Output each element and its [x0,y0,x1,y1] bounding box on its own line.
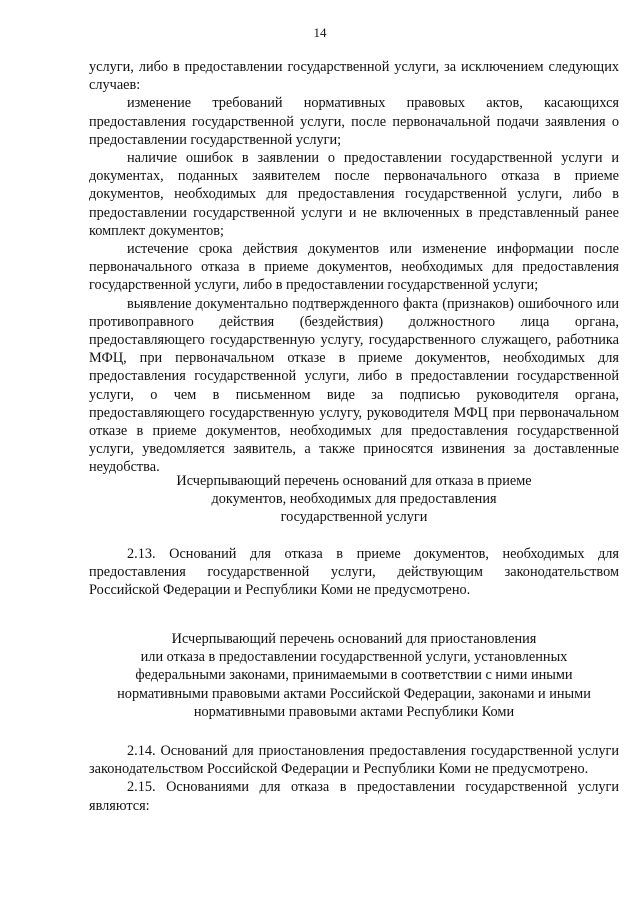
heading-line: нормативными правовыми актами Республики Коми [193,703,515,720]
heading-line: документов, необходимых для предоставления [211,491,497,508]
heading-line: или отказа в предоставлении государственной услуги, установленных [140,649,568,666]
page-number: 14 [313,25,327,40]
paragraph-exception-requirements-change: изменение требований нормативных правовых актов, касающихся предоставления государственной услуги, после первоначальной подачи заявления о предоставлении государственной услуги; [89,95,619,148]
heading-line: нормативными правовыми актами Российской Федерации, законами и иными [117,685,591,702]
section-heading-refusal-acceptance [89,472,619,527]
section-2-13 [89,545,619,600]
heading-line: государственной услуги [280,509,428,526]
paragraph-exception-wrongful-action: выявление документально подтвержденного факта (признаков) ошибочного или противоправного действия (бездействия) должностного лица органа, предоставляющего государственную услугу, государственного служащего, работника МФЦ, при первоначальном отказе в приеме документов, необходимых для предоставления государственной услуги, либо в предоставлении государственной услуги, о чем в письменном виде за подписью руководителя органа, предоставляющего государственную услугу, руководителя МФЦ при первоначальном отказе в приеме документов, необходимых для предоставления государственной услуги, уведомляется заявитель, а также приносятся извинения за доставленные неудобства. [89,295,619,476]
heading-line: Исчерпывающий перечень оснований для отказа в приеме [176,473,532,489]
section-heading-suspension-refusal [89,630,619,721]
paragraph-2-13: 2.13. Оснований для отказа в приеме документов, необходимых для предоставления государственной услуги, действующим законодательством Российской Федерации и Республики Коми не предусмотрено. [89,546,619,599]
paragraph-continuation: услуги, либо в предоставлении государственной услуги, за исключением следующих случаев: [89,59,619,94]
paragraph-2-14: 2.14. Оснований для приостановления предоставления государственной услуги законодательством Российской Федерации и Республики Коми не предусмотрено. [89,743,619,778]
paragraph-exception-expiry: истечение срока действия документов или изменение информации после первоначального отказа в приеме документов, необходимых для предоставления государственной услуги, либо в предоставлении государственной услуги; [89,241,619,294]
heading-line: федеральными законами, принимаемыми в соответствии с ними иными [135,667,573,684]
section-2-14-2-15 [89,742,619,815]
paragraph-2-15: 2.15. Основаниями для отказа в предоставлении государственной услуги являются: [89,779,619,814]
heading-line: Исчерпывающий перечень оснований для приостановления [171,631,537,647]
paragraph-exception-errors: наличие ошибок в заявлении о предоставлении государственной услуги и документах, поданных заявителем после первоначального отказа в приеме документов, необходимых для предоставления государственной услуги, либо в предоставлении государственной услуги и не включенных в представленный ранее комплект документов; [89,150,619,239]
continuation-block [89,58,619,477]
